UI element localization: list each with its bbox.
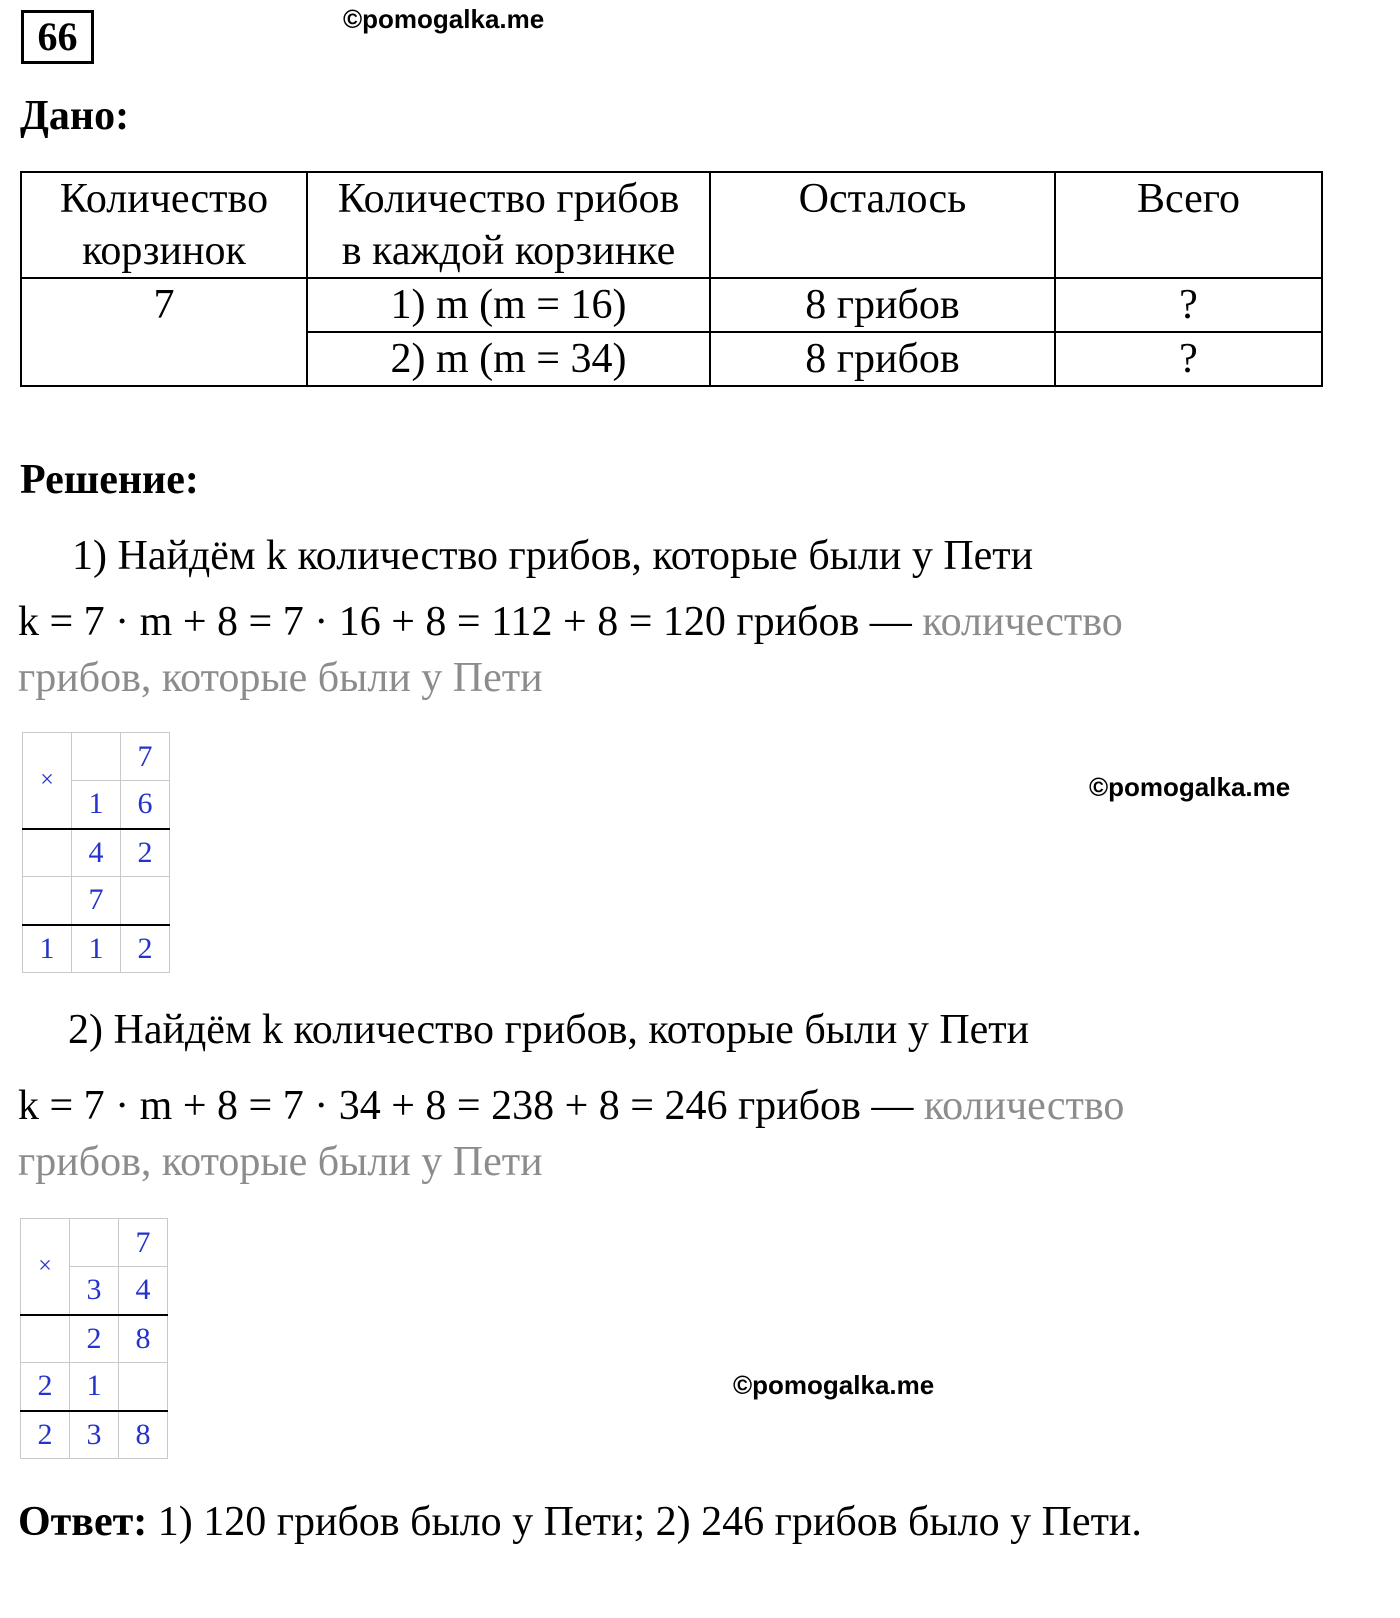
calc-cell — [70, 1219, 119, 1267]
calc-cell: 7 — [121, 733, 170, 781]
calc-cell: 2 — [70, 1315, 119, 1363]
calc-cell: 3 — [70, 1267, 119, 1315]
calc-row — [21, 1411, 168, 1459]
calc-cell: 8 — [119, 1411, 168, 1459]
header-per-basket — [307, 172, 710, 278]
header-left — [710, 172, 1055, 278]
solution-heading: Решение: — [20, 457, 199, 503]
problem-number: 66 — [21, 10, 94, 64]
answer-label: Ответ: — [18, 1499, 148, 1545]
calc-cell: 1 — [70, 1363, 119, 1411]
times-sign: × — [23, 733, 72, 829]
given-heading: Дано: — [20, 93, 130, 139]
calc-cell — [72, 733, 121, 781]
calc-cell — [23, 829, 72, 877]
calc-row — [23, 925, 170, 973]
calc-cell: 2 — [121, 829, 170, 877]
calc-cell: 7 — [119, 1219, 168, 1267]
calc-cell: 1 — [72, 781, 121, 829]
step-1-note-part-2: грибов, которые были у Пети — [18, 655, 543, 701]
calc-cell: 4 — [72, 829, 121, 877]
calc-cell: 3 — [70, 1411, 119, 1459]
step-1-formula: k = 7 · m + 8 = 7 · 16 + 8 = 112 + 8 = 120 грибов — — [18, 599, 912, 645]
calc-cell: 4 — [119, 1267, 168, 1315]
multiplication-2 — [20, 1218, 168, 1459]
cell-baskets: 7 — [21, 278, 307, 386]
calc-cell: 7 — [72, 877, 121, 925]
step-2-note-part-2: грибов, которые были у Пети — [18, 1139, 543, 1185]
given-table-header-row — [21, 172, 1322, 278]
calc-cell: 2 — [21, 1411, 70, 1459]
cell-left: 8 грибов — [710, 332, 1055, 386]
step-2-note-part-1: количество — [923, 1083, 1125, 1129]
header-left-line-1: Осталось — [798, 176, 967, 222]
step-2-formula-line — [18, 1082, 1124, 1130]
header-per-basket-line-2: в каждой корзинке — [341, 228, 676, 274]
step-1-title: 1) Найдём k количество грибов, которые были у Пети — [72, 533, 1034, 579]
step-2-formula: k = 7 · m + 8 = 7 · 34 + 8 = 238 + 8 = 246 грибов — — [18, 1083, 914, 1129]
times-sign: × — [21, 1219, 70, 1315]
calc-row — [21, 1219, 168, 1267]
calc-cell: 8 — [119, 1315, 168, 1363]
watermark-middle: ©pomogalka.me — [1089, 772, 1291, 802]
calc-cell — [23, 877, 72, 925]
step-1-note-part-1: количество — [922, 599, 1123, 645]
header-per-basket-line-1: Количество грибов — [337, 176, 680, 222]
calc-cell: 1 — [72, 925, 121, 973]
calc-cell: 2 — [121, 925, 170, 973]
cell-total: ? — [1055, 278, 1322, 332]
calc-row — [23, 733, 170, 781]
header-total-line-1: Всего — [1137, 176, 1240, 222]
answer-text: 1) 120 грибов было у Пети; 2) 246 грибов было у Пети. — [157, 1499, 1142, 1545]
calc-row — [21, 1363, 168, 1411]
cell-per-basket: 2) m (m = 34) — [307, 332, 710, 386]
step-1-formula-line — [18, 598, 1123, 646]
calc-row — [23, 829, 170, 877]
calc-row — [23, 877, 170, 925]
cell-left: 8 грибов — [710, 278, 1055, 332]
given-table — [20, 171, 1323, 387]
header-baskets-line-1: Количество — [59, 176, 269, 222]
header-baskets — [21, 172, 307, 278]
watermark-top: ©pomogalka.me — [343, 4, 545, 34]
calc-cell: 2 — [21, 1363, 70, 1411]
cell-total: ? — [1055, 332, 1322, 386]
calc-cell: 1 — [23, 925, 72, 973]
calc-cell: 6 — [121, 781, 170, 829]
cell-per-basket: 1) m (m = 16) — [307, 278, 710, 332]
watermark-bottom: ©pomogalka.me — [733, 1370, 935, 1400]
header-baskets-line-2: корзинок — [82, 228, 246, 274]
header-total — [1055, 172, 1322, 278]
calc-cell — [119, 1363, 168, 1411]
given-table-row — [21, 278, 1322, 332]
calc-cell — [121, 877, 170, 925]
calc-cell — [21, 1315, 70, 1363]
answer-line — [18, 1498, 1142, 1546]
step-2-title: 2) Найдём k количество грибов, которые были у Пети — [68, 1007, 1030, 1053]
multiplication-1 — [22, 732, 170, 973]
calc-row — [21, 1315, 168, 1363]
